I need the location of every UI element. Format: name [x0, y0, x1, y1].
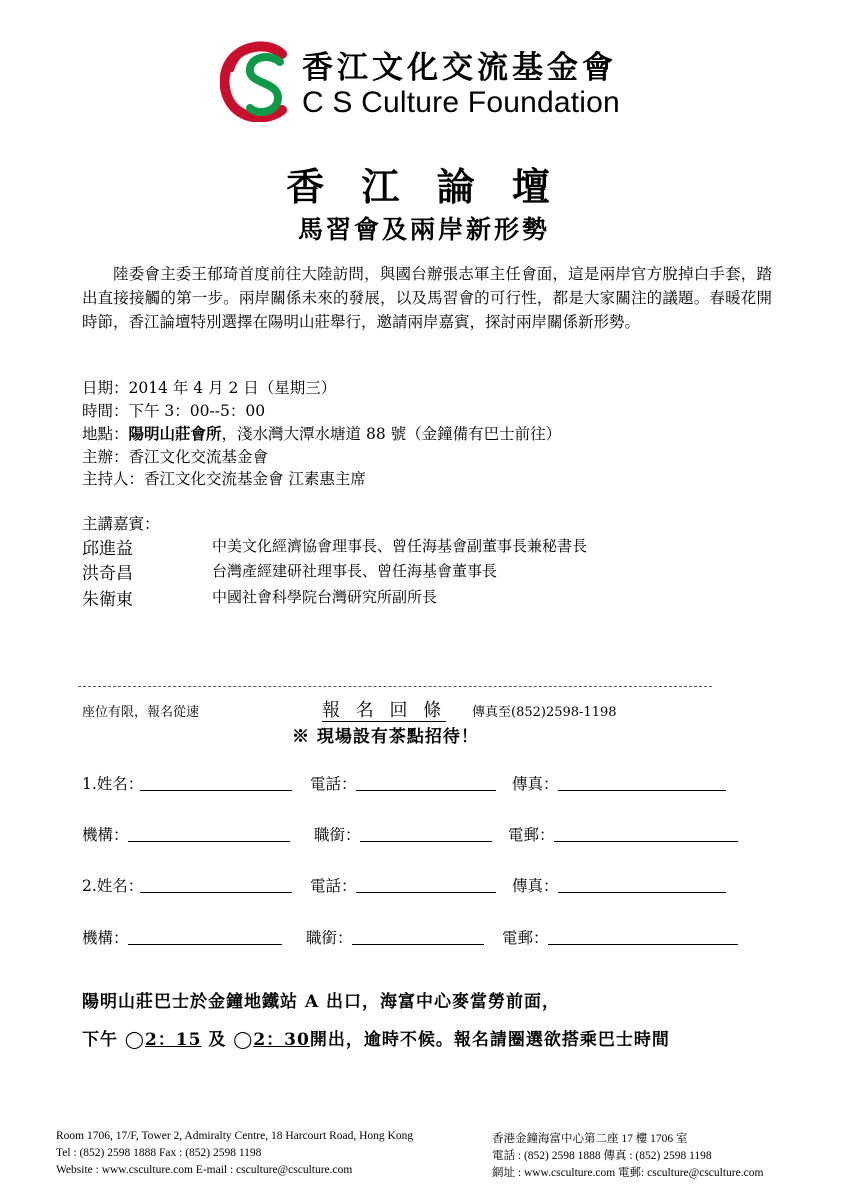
- bus-location-note: 陽明山莊巴士於金鐘地鐵站 A 出口，海富中心麥當勞前面，: [82, 992, 561, 1012]
- email-field-2[interactable]: [548, 944, 738, 945]
- cs-swirl-logo-icon: [220, 40, 300, 122]
- fax-to-note: 傳真至(852)2598-1198: [472, 705, 617, 720]
- footer-en-contact: Tel : (852) 2598 1888 Fax : (852) 2598 1198: [56, 1147, 262, 1159]
- name-field-1[interactable]: [140, 790, 292, 791]
- footer-zh-web: 網址 : www.csculture.com 電郵: csculture@csculture.com: [492, 1167, 764, 1179]
- email-field-1[interactable]: [554, 841, 738, 842]
- post-label: 職銜：: [306, 929, 353, 947]
- footer-en-web: Website : www.csculture.com E-mail : csculture@csculture.com: [56, 1164, 353, 1176]
- org-field-1[interactable]: [128, 841, 290, 842]
- fax-field-2[interactable]: [558, 892, 726, 893]
- org-field-2[interactable]: [128, 944, 282, 945]
- name-label: 2.姓名：: [82, 877, 144, 895]
- fax-field-1[interactable]: [558, 790, 726, 791]
- speaker-title: 中美文化經濟協會理事長、曾任海基會副董事長兼秘書長: [212, 537, 588, 555]
- tel-field-1[interactable]: [356, 790, 496, 791]
- tel-label: 電話：: [310, 775, 357, 793]
- speaker-name: 朱衛東: [82, 590, 133, 610]
- speaker-name: 邱進益: [82, 539, 133, 559]
- org-label: 機構：: [82, 826, 129, 844]
- page-subtitle: 馬習會及兩岸新形勢: [297, 215, 550, 244]
- venue-name: 陽明山莊會所: [128, 424, 222, 443]
- page-title: 香 江 論 壇: [286, 164, 562, 209]
- post-label: 職銜：: [314, 826, 361, 844]
- post-field-1[interactable]: [360, 841, 492, 842]
- footer-en-address: Room 1706, 17/F, Tower 2, Admiralty Centre, 18 Harcourt Road, Hong Kong: [56, 1130, 414, 1142]
- speaker-title: 台灣產經建研社理事長、曾任海基會董事長: [212, 562, 498, 580]
- intro-paragraph: 陸委會主委王郁琦首度前往大陸訪問，與國台辦張志軍主任會面，這是兩岸官方脫掉白手套，踏出直接接觸的第一步。兩岸關係未來的發展，以及馬習會的可行性，都是大家關注的議題。春暖花開時節，香江論壇特別選擇在陽明山莊舉行，邀請兩岸嘉賓，探討兩岸關係新形勢。: [82, 265, 772, 331]
- bus-time-note: 下午 ◯2：15 及 ◯2：30開出，逾時不候。報名請圈選欲搭乘巴士時間: [82, 1030, 670, 1050]
- venue-label: 地點：: [82, 425, 129, 443]
- speaker-name: 洪奇昌: [82, 564, 133, 584]
- seat-limited-note: 座位有限，報名從速: [82, 705, 200, 720]
- tel-field-2[interactable]: [356, 892, 496, 893]
- bus-time-option-2[interactable]: 2：30: [253, 1030, 310, 1050]
- org-label: 機構：: [82, 929, 129, 947]
- event-date: 日期：2014 年 4 月 2 日（星期三）: [82, 379, 337, 397]
- event-time: 時間：下午 3：00--5：00: [82, 402, 266, 420]
- post-field-2[interactable]: [352, 944, 484, 945]
- cut-line-divider: [78, 686, 712, 687]
- email-label: 電郵：: [502, 929, 549, 947]
- name-field-2[interactable]: [140, 892, 292, 893]
- refreshments-note: ※ 現場設有茶點招待！: [292, 727, 479, 747]
- fax-label: 傳真：: [512, 877, 559, 895]
- speakers-label: 主講嘉賓：: [82, 515, 160, 533]
- logo-english-name: C S Culture Foundation: [302, 86, 620, 119]
- event-venue: [82, 422, 561, 444]
- event-host: 主持人：香江文化交流基金會 江素惠主席: [82, 470, 366, 488]
- venue-address: ，淺水灣大潭水塘道 88 號（金鐘備有巴士前往）: [221, 425, 562, 443]
- logo-chinese-name: 香江文化交流基金會: [302, 50, 617, 86]
- name-label: 1.姓名：: [82, 775, 144, 793]
- tel-label: 電話：: [310, 877, 357, 895]
- event-organizer: 主辦：香江文化交流基金會: [82, 448, 269, 466]
- fax-label: 傳真：: [512, 775, 559, 793]
- speaker-title: 中國社會科學院台灣研究所副所長: [212, 588, 438, 606]
- reply-slip-title: 報 名 回 條: [322, 700, 447, 721]
- footer-zh-address: 香港金鐘海富中心第二座 17 樓 1706 室: [492, 1133, 688, 1145]
- footer-zh-contact: 電話 : (852) 2598 1888 傳真 : (852) 2598 1198: [492, 1150, 712, 1162]
- bus-time-option-1[interactable]: 2：15: [144, 1030, 202, 1050]
- email-label: 電郵：: [508, 826, 555, 844]
- foundation-logo: [220, 40, 640, 122]
